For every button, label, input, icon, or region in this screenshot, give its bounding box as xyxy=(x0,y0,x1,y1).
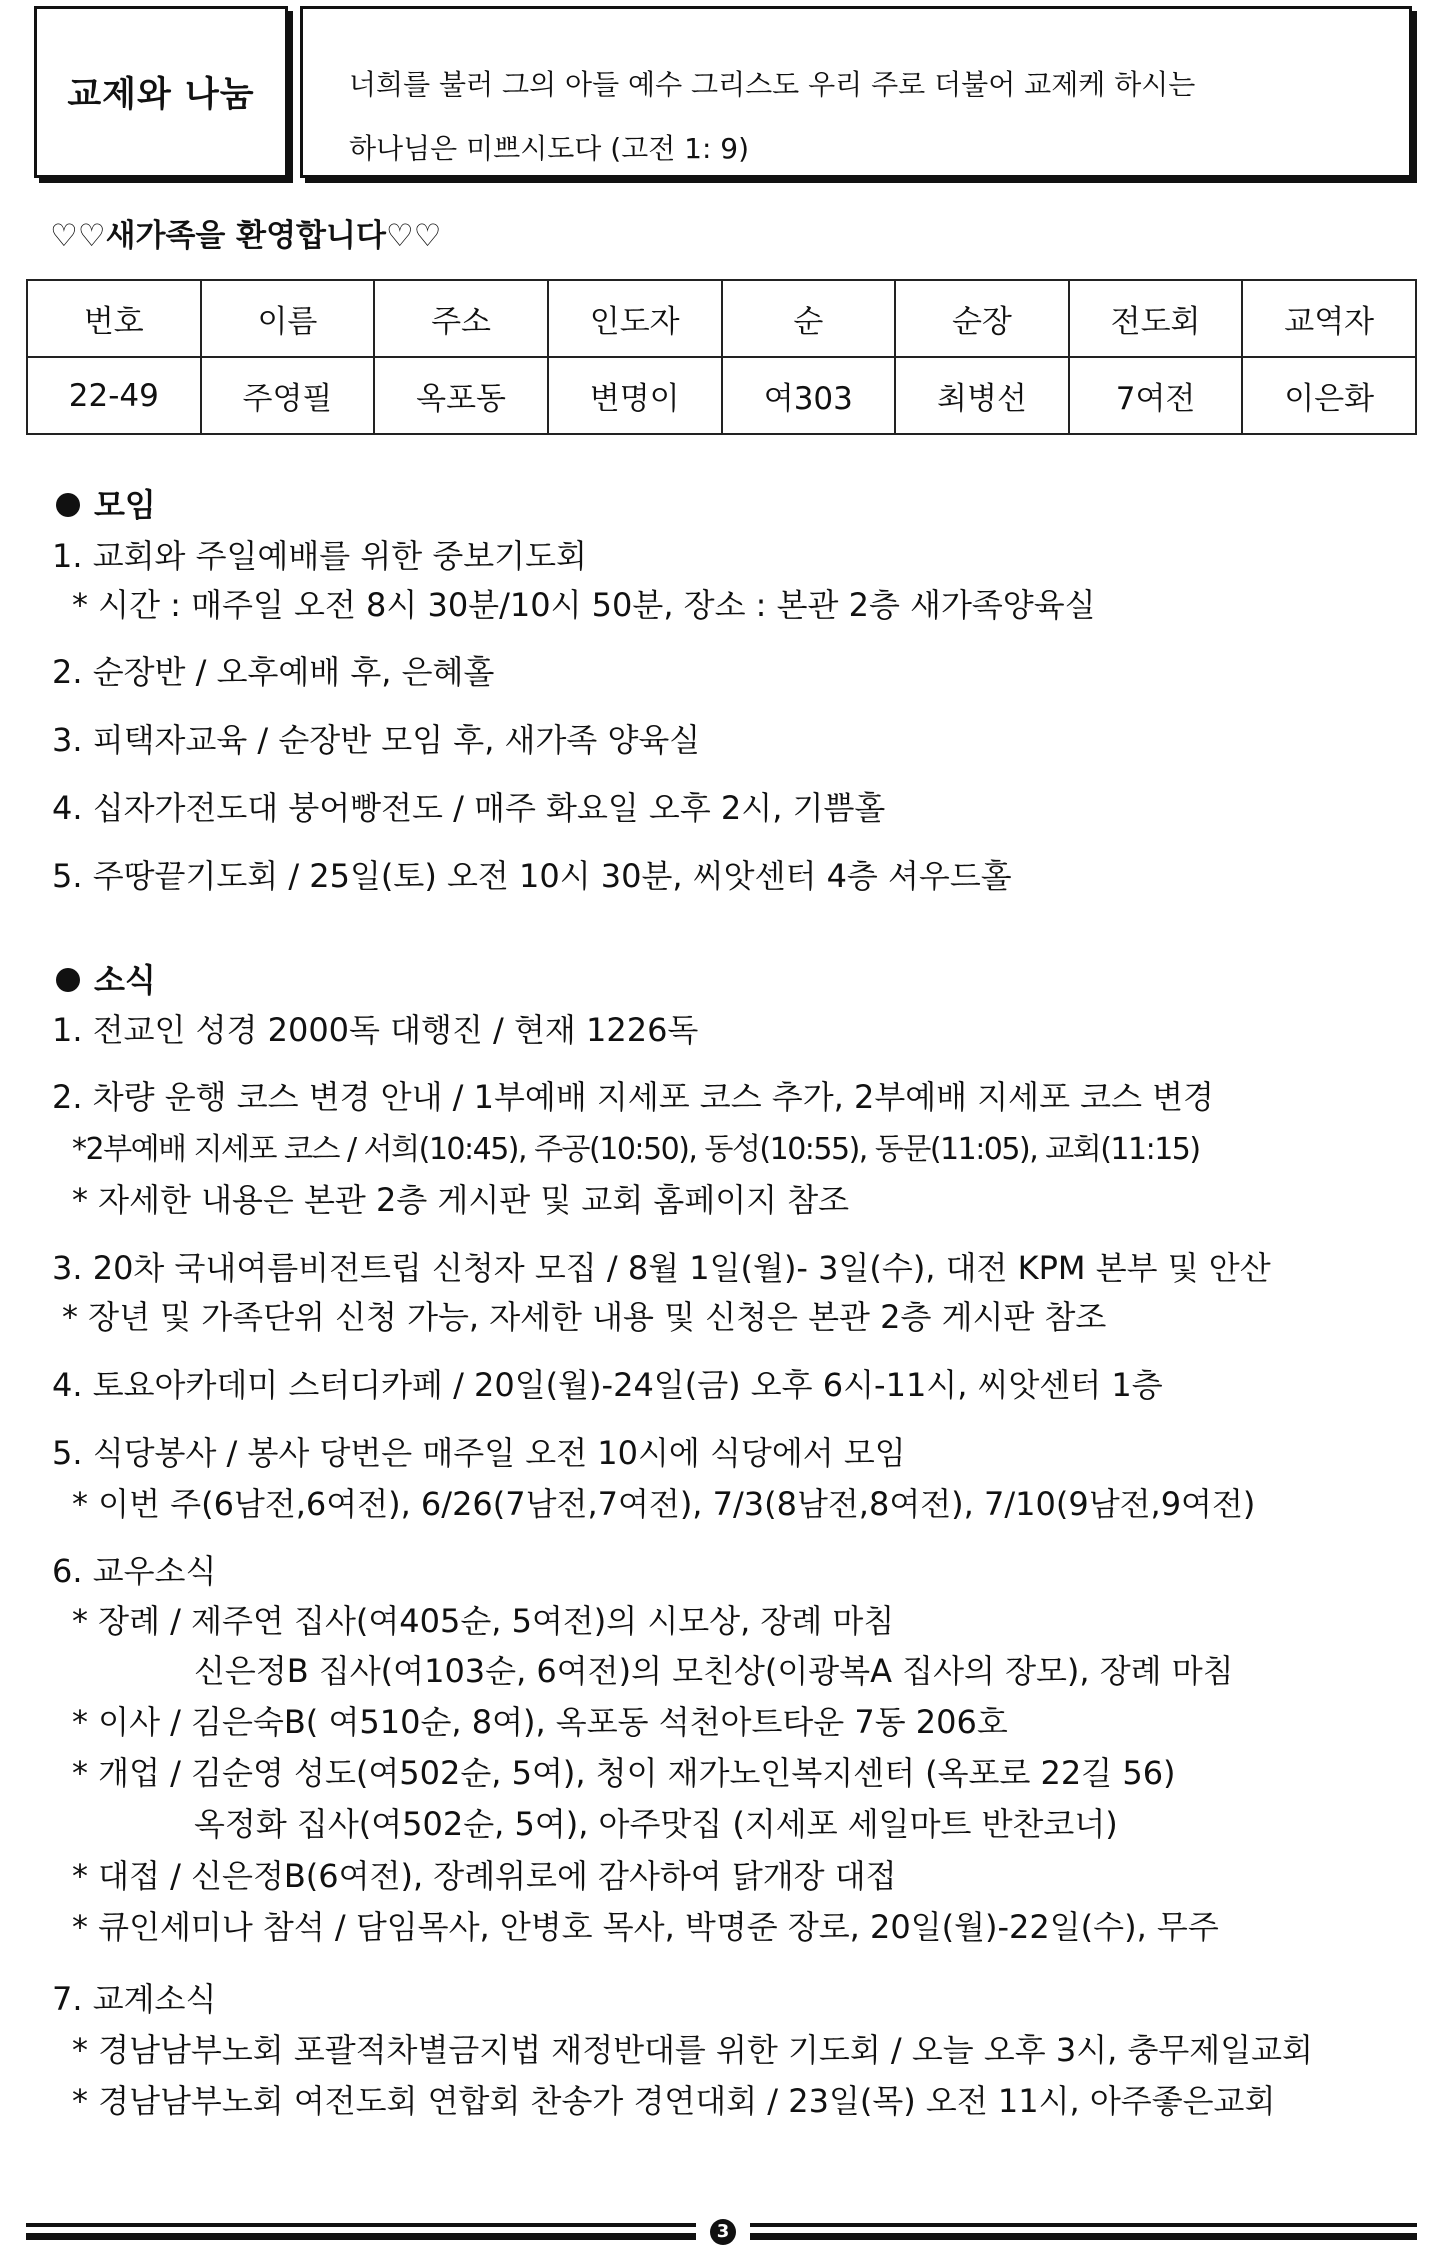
section-title-box xyxy=(34,6,288,178)
news-note: * 장년 및 가족단위 신청 가능, 자세한 내용 및 신청은 본관 2층 게시판 참조 xyxy=(62,1298,1107,1336)
news-item: 2. 차량 운행 코스 변경 안내 / 1부예배 지세포 코스 추가, 2부예배 지세포 코스 변경 xyxy=(52,1078,1214,1116)
table-cell: 7여전 xyxy=(1069,357,1243,434)
footer-rule-left xyxy=(26,2223,696,2227)
table-cell: 최병선 xyxy=(895,357,1069,434)
news-note: * 큐인세미나 참석 / 담임목사, 안병호 목사, 박명준 장로, 20일(월)-22일(수), 무주 xyxy=(72,1908,1219,1946)
footer-rule-right xyxy=(750,2223,1417,2227)
table-cell: 여303 xyxy=(722,357,896,434)
column-header: 번호 xyxy=(27,280,201,357)
news-note: * 자세한 내용은 본관 2층 게시판 및 교회 홈페이지 참조 xyxy=(72,1181,850,1219)
news-note: * 개업 / 김순영 성도(여502순, 5여), 청이 재가노인복지센터 (옥포로 22길 56) xyxy=(72,1754,1176,1792)
meeting-note: * 시간 : 매주일 오전 8시 30분/10시 50분, 장소 : 본관 2층 새가족양육실 xyxy=(72,586,1096,624)
news-note: * 이사 / 김은숙B( 여510순, 8여), 옥포동 석천아트타운 7동 206호 xyxy=(72,1703,1008,1741)
news-item: 6. 교우소식 xyxy=(52,1552,217,1590)
meeting-item: 3. 피택자교육 / 순장반 모임 후, 새가족 양육실 xyxy=(52,721,701,759)
news-note: * 대접 / 신은정B(6여전), 장례위로에 감사하여 닭개장 대접 xyxy=(72,1857,897,1895)
bullet-icon xyxy=(56,493,80,517)
column-header: 전도회 xyxy=(1069,280,1243,357)
table-cell: 22-49 xyxy=(27,357,201,434)
section-title: 교제와 나눔 xyxy=(67,75,255,115)
page-number: 3 xyxy=(710,2219,736,2245)
news-item: 3. 20차 국내여름비전트립 신청자 모집 / 8월 1일(월)- 3일(수), 대전 KPM 본부 및 안산 xyxy=(52,1249,1271,1287)
verse-box xyxy=(300,6,1412,178)
meeting-heading-text: 모임 xyxy=(94,486,156,524)
table-cell: 이은화 xyxy=(1242,357,1416,434)
news-note: 신은정B 집사(여103순, 6여전)의 모친상(이광복A 집사의 장모), 장례 마침 xyxy=(194,1652,1234,1690)
table-cell: 옥포동 xyxy=(374,357,548,434)
column-header: 순장 xyxy=(895,280,1069,357)
table-row xyxy=(27,357,1416,434)
verse-line-1: 너희를 불러 그의 아들 예수 그리스도 우리 주로 더불어 교제케 하시는 xyxy=(349,68,1196,101)
news-note: * 장례 / 제주연 집사(여405순, 5여전)의 시모상, 장례 마침 xyxy=(72,1602,895,1640)
news-heading xyxy=(56,955,156,1001)
bullet-icon xyxy=(56,968,80,992)
column-header: 순 xyxy=(722,280,896,357)
column-header: 주소 xyxy=(374,280,548,357)
page-footer xyxy=(26,2221,1417,2245)
footer-rule-right-thick xyxy=(750,2233,1417,2240)
welcome-heading: ♡♡새가족을 환영합니다♡♡ xyxy=(50,218,442,254)
newcomer-table xyxy=(26,279,1417,435)
news-note: * 경남남부노회 여전도회 연합회 찬송가 경연대회 / 23일(목) 오전 11시, 아주좋은교회 xyxy=(72,2082,1276,2120)
table-cell: 주영필 xyxy=(201,357,375,434)
meeting-item: 4. 십자가전도대 붕어빵전도 / 매주 화요일 오후 2시, 기쁨홀 xyxy=(52,789,886,827)
column-header: 이름 xyxy=(201,280,375,357)
meeting-heading xyxy=(56,480,156,526)
news-note: * 이번 주(6남전,6여전), 6/26(7남전,7여전), 7/3(8남전,8여전), 7/10(9남전,9여전) xyxy=(72,1485,1256,1523)
table-cell: 변명이 xyxy=(548,357,722,434)
verse-line-2: 하나님은 미쁘시도다 (고전 1: 9) xyxy=(349,132,750,165)
meeting-item: 5. 주땅끝기도회 / 25일(토) 오전 10시 30분, 씨앗센터 4층 셔우드홀 xyxy=(52,857,1012,895)
table-header-row xyxy=(27,280,1416,357)
news-note: *2부예배 지세포 코스 / 서희(10:45), 주공(10:50), 동성(10:55), 동문(11:05), 교회(11:15) xyxy=(72,1132,1200,1167)
meeting-item: 1. 교회와 주일예배를 위한 중보기도회 xyxy=(52,537,587,575)
news-note: * 경남남부노회 포괄적차별금지법 재정반대를 위한 기도회 / 오늘 오후 3시, 충무제일교회 xyxy=(72,2031,1313,2069)
column-header: 인도자 xyxy=(548,280,722,357)
news-note: 옥정화 집사(여502순, 5여), 아주맛집 (지세포 세일마트 반찬코너) xyxy=(194,1805,1118,1843)
news-item: 7. 교계소식 xyxy=(52,1980,217,2018)
news-item: 1. 전교인 성경 2000독 대행진 / 현재 1226독 xyxy=(52,1011,699,1049)
column-header: 교역자 xyxy=(1242,280,1416,357)
footer-rule-left-thick xyxy=(26,2233,696,2240)
meeting-item: 2. 순장반 / 오후예배 후, 은혜홀 xyxy=(52,653,495,691)
news-item: 4. 토요아카데미 스터디카페 / 20일(월)-24일(금) 오후 6시-11시, 씨앗센터 1층 xyxy=(52,1366,1163,1404)
news-item: 5. 식당봉사 / 봉사 당번은 매주일 오전 10시에 식당에서 모임 xyxy=(52,1434,906,1472)
news-heading-text: 소식 xyxy=(94,961,156,999)
